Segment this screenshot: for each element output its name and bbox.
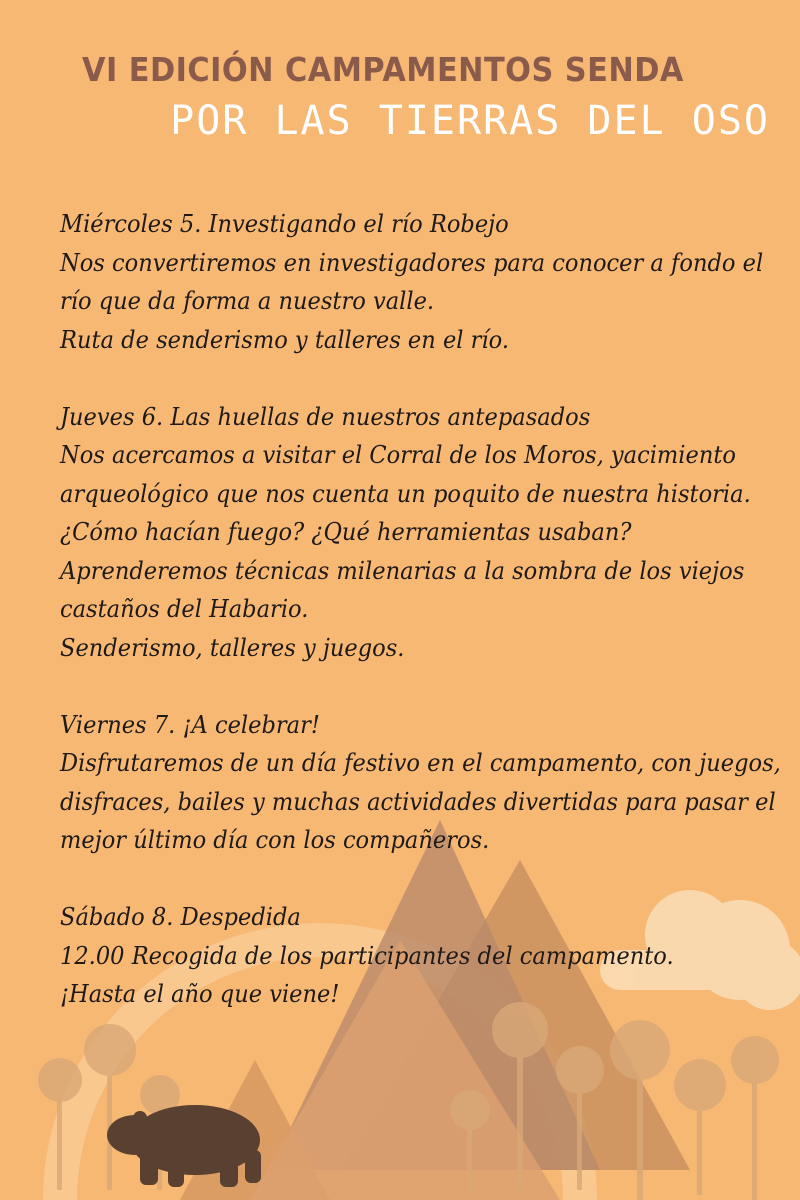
day-heading: Jueves 6. Las huellas de nuestros antepasados	[60, 401, 591, 431]
day-text: Disfrutaremos de un día festivo en el campamento, con juegos,	[60, 748, 781, 777]
program-content	[60, 205, 781, 1052]
camp-subtitle: POR LAS TIERRAS DEL OSO	[170, 98, 770, 144]
day-heading: Sábado 8. Despedida	[60, 902, 301, 931]
day-text: arqueológico que nos cuenta un poquito de nuestra historia.	[60, 478, 751, 508]
day-text: Senderismo, talleres y juegos.	[60, 632, 405, 662]
day-text: río que da forma a nuestro valle.	[60, 286, 435, 315]
day-block-saturday	[60, 898, 732, 1014]
day-block-thursday	[60, 398, 751, 668]
day-text: 12.00 Recogida de los participantes del campamento.	[60, 940, 674, 970]
day-text: Ruta de senderismo y talleres en el río.	[60, 324, 509, 354]
day-text: Aprenderemos técnicas milenarias a la sombra de los viejos	[60, 555, 745, 585]
day-text: Nos convertiremos en investigadores para conocer a fondo el	[60, 247, 764, 277]
day-text: ¿Cómo hacían fuego? ¿Qué herramientas usaban?	[60, 517, 632, 546]
day-block-wednesday	[60, 205, 764, 359]
day-text: mejor último día con los compañeros.	[60, 825, 490, 854]
day-text: disfraces, bailes y muchas actividades divertidas para pasar el	[60, 786, 776, 816]
day-block-friday	[60, 706, 781, 860]
bear-icon	[107, 1105, 261, 1187]
day-text: castaños del Habario.	[60, 594, 309, 623]
day-heading: Viernes 7. ¡A celebrar!	[60, 709, 320, 739]
day-text: Nos acercamos a visitar el Corral de los Moros, yacimiento	[60, 440, 736, 469]
day-heading: Miércoles 5. Investigando el río Robejo	[60, 209, 509, 238]
edition-title: VI EDICIÓN CAMPAMENTOS SENDA	[82, 50, 684, 89]
day-text: ¡Hasta el año que viene!	[60, 979, 340, 1008]
